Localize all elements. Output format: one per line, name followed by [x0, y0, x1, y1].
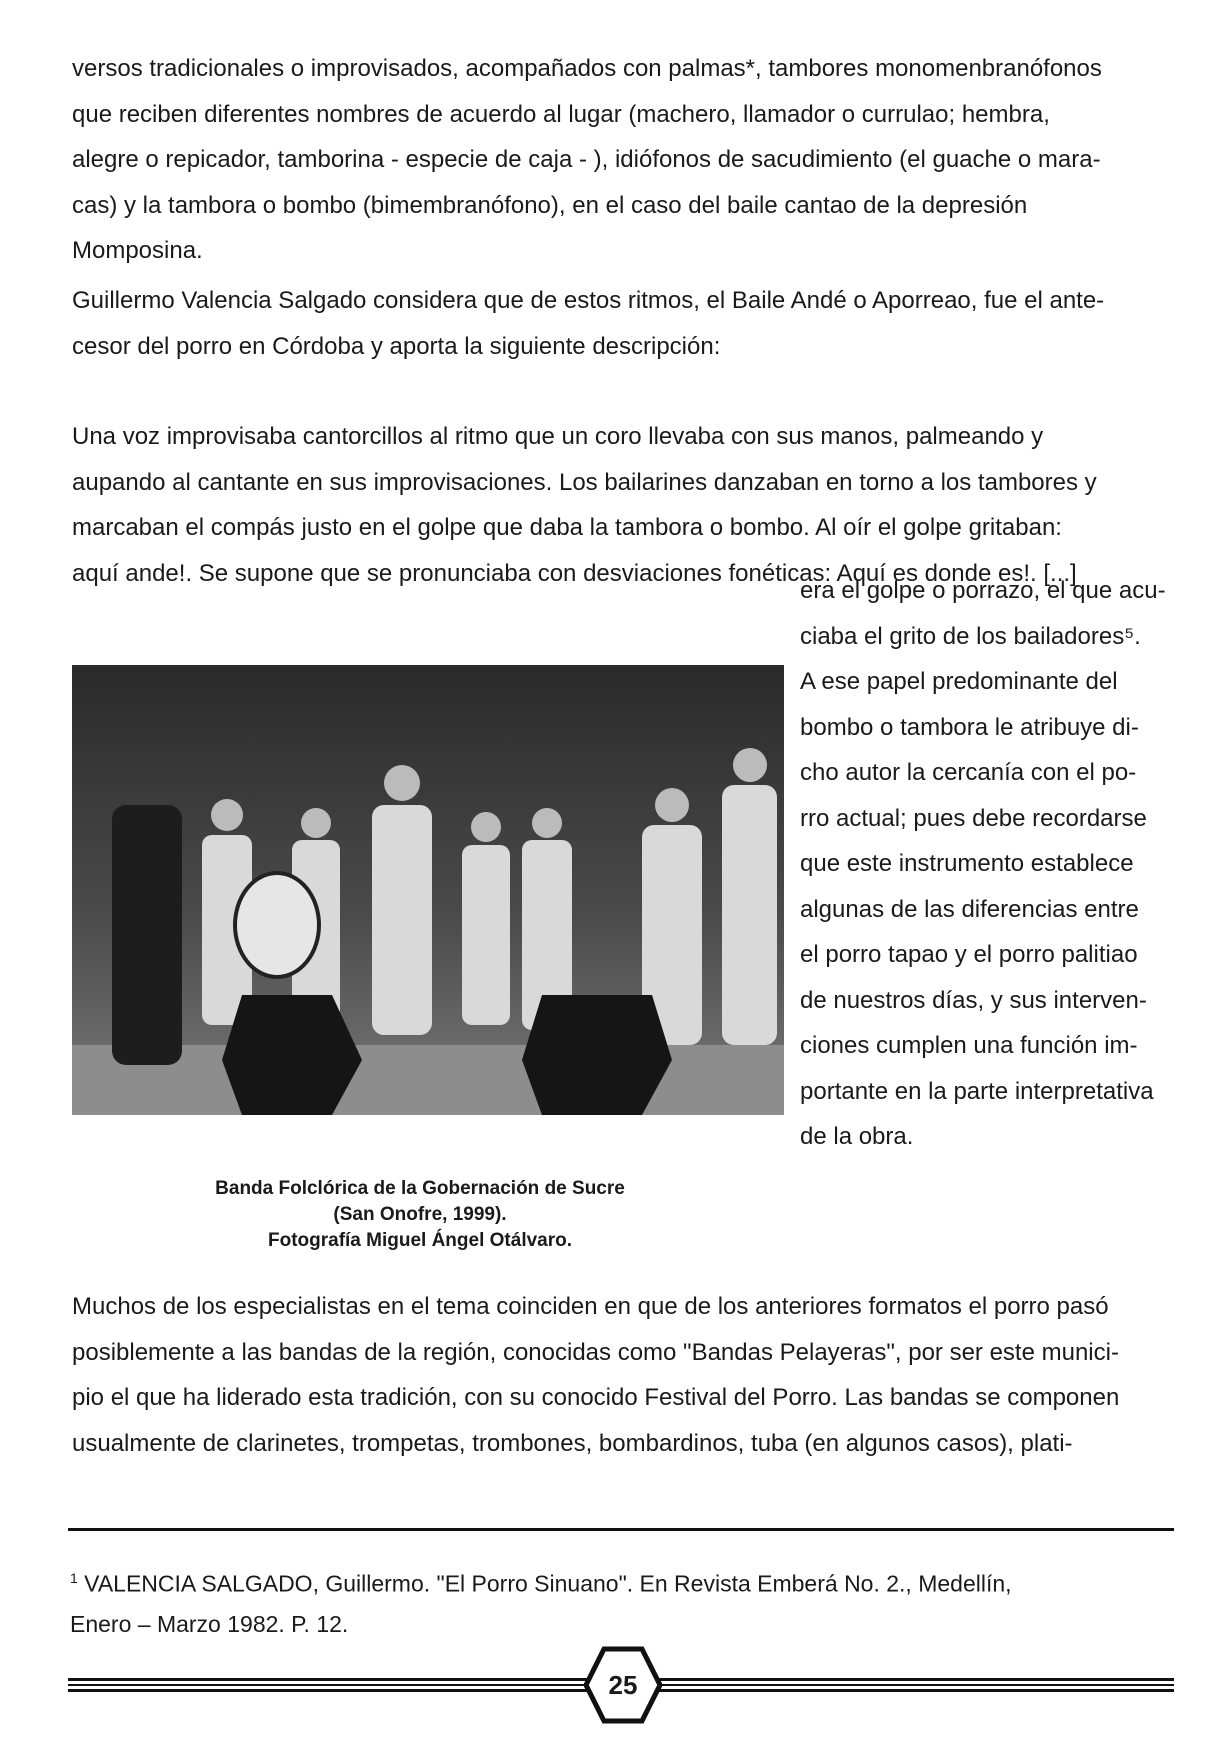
text-line: algunas de las diferencias entre [800, 895, 1139, 923]
text-line: Momposina. [72, 237, 203, 264]
text-line: versos tradicionales o improvisados, acompañados con palmas*, tambores monomenbranófonos [72, 55, 1102, 82]
text-line: portante en la parte interpretativa [800, 1077, 1154, 1105]
text-line: Muchos de los especialistas en el tema coinciden en que de los anteriores formatos el porro pasó [72, 1293, 1109, 1320]
photo-illustration [72, 665, 784, 1115]
photo-caption [140, 1176, 700, 1254]
text-line: que este instrumento establece [800, 850, 1134, 877]
text-line: de nuestros días, y sus interven- [800, 986, 1147, 1014]
text-line: aquí ande!. Se supone que se pronunciaba con desviaciones fonéticas: Aquí es donde es!. [...] [72, 559, 1077, 587]
text-line: ciones cumplen una función im- [800, 1032, 1138, 1059]
footnote [70, 1558, 1170, 1644]
caption-line: Fotografía Miguel Ángel Otálvaro. [267, 1230, 573, 1251]
footnote-line: Enero – Marzo 1982. P. 12. [70, 1610, 349, 1637]
footnote-marker: 1 [70, 1570, 78, 1586]
caption-line: Banda Folclórica de la Gobernación de Sucre [215, 1178, 625, 1199]
page-number-badge [584, 1645, 662, 1725]
caption-line: (San Onofre, 1999). [333, 1204, 507, 1225]
right-column-text [800, 568, 1180, 1160]
paragraph-2 [72, 278, 1172, 369]
paragraph-3 [72, 1284, 1172, 1466]
text-line: cho autor la cercanía con el po- [800, 759, 1137, 786]
text-line: marcaban el compás justo en el golpe que daba la tambora o bombo. Al oír el golpe gritaban: [72, 514, 1062, 541]
text-line: que reciben diferentes nombres de acuerdo al lugar (machero, llamador o currulao; hembra, [72, 100, 1050, 128]
text-line: usualmente de clarinetes, trompetas, trombones, bombardinos, tuba (en algunos casos), plati- [72, 1429, 1073, 1457]
footnote-divider [68, 1528, 1174, 1531]
text-line: era el golpe o porrazo, el que acu- [800, 577, 1166, 604]
text-line: pio el que ha liderado esta tradición, con su conocido Festival del Porro. Las bandas se componen [72, 1384, 1120, 1411]
footnote-text: VALENCIA SALGADO, Guillermo. "El Porro Sinuano". En Revista Emberá No. 2., Medellín, [77, 1570, 1012, 1597]
text-line: Una voz improvisaba cantorcillos al ritmo que un coro llevaba con sus manos, palmeando y [72, 423, 1044, 450]
text-line: cas) y la tambora o bombo (bimembranófono), en el caso del baile cantao de la depresión [72, 191, 1028, 219]
page-number: 25 [608, 1670, 638, 1700]
paragraph-1 [72, 46, 1172, 274]
text-line: aupando al cantante en sus improvisaciones. Los bailarines danzaban en torno a los tambores y [72, 468, 1097, 496]
text-line: el porro tapao y el porro palitiao [800, 941, 1138, 968]
band-photograph [72, 665, 784, 1115]
text-line: de la obra. [800, 1123, 914, 1150]
text-line: bombo o tambora le atribuye di- [800, 713, 1139, 741]
text-line: alegre o repicador, tamborina - especie de caja - ), idiófonos de sacudimiento (el guache o mara- [72, 146, 1101, 173]
footnote-line [70, 1558, 1170, 1604]
text-line: cesor del porro en Córdoba y aporta la siguiente descripción: [72, 332, 721, 360]
text-line: posiblemente a las bandas de la región, conocidas como "Bandas Pelayeras", por ser este munici- [72, 1338, 1119, 1366]
text-line: Guillermo Valencia Salgado considera que de estos ritmos, el Baile Andé o Aporreao, fue el ante- [72, 287, 1105, 314]
text-line: A ese papel predominante del [800, 668, 1118, 695]
text-line: ciaba el grito de los bailadores⁵. [800, 622, 1141, 650]
text-line: rro actual; pues debe recordarse [800, 804, 1147, 832]
